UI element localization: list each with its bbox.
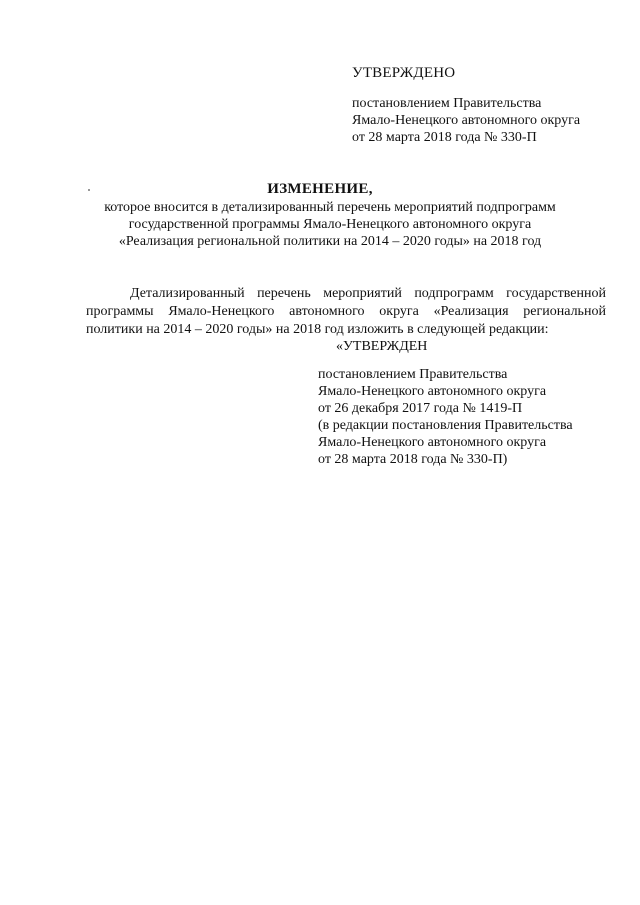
- subtitle-line: государственной программы Ямало-Ненецкого автономного округа: [128, 217, 532, 232]
- approval2-line: Ямало-Ненецкого автономного округа: [318, 384, 547, 399]
- word: государственной: [506, 286, 606, 301]
- word: подпрограмм: [414, 286, 494, 301]
- approval2-line: от 26 декабря 2017 года № 1419-П: [318, 401, 523, 416]
- paragraph-line: политики на 2014 – 2020 годы» на 2018 год изложить в следующей редакции:: [86, 322, 549, 337]
- word: перечень: [257, 286, 311, 301]
- approval2-line: (в редакции постановления Правительства: [318, 418, 573, 433]
- subtitle-line: которое вносится в детализированный перечень мероприятий подпрограмм: [104, 200, 556, 215]
- approval-line: Ямало-Ненецкого автономного округа: [352, 113, 581, 128]
- approval2-line: от 28 марта 2018 года № 330-П): [318, 452, 508, 467]
- approval-stamp-details: [352, 95, 580, 146]
- word: Ямало-Ненецкого: [168, 304, 275, 319]
- document-subtitle: [0, 199, 640, 250]
- document-title: ИЗМЕНЕНИЕ,: [267, 181, 373, 197]
- word: региональной: [523, 304, 606, 319]
- subtitle-line: «Реализация региональной политики на 2014 – 2020 годы» на 2018 год: [118, 234, 542, 249]
- word: Детализированный: [130, 286, 245, 301]
- paragraph-line: [86, 303, 606, 321]
- word: мероприятий: [323, 286, 402, 301]
- word: округа: [379, 304, 419, 319]
- approval-line: от 28 марта 2018 года № 330-П: [352, 130, 537, 145]
- approval-line: постановлением Правительства: [352, 96, 542, 111]
- approval-stamp-title: УТВЕРЖДЕНО: [352, 65, 456, 81]
- paragraph-line: [86, 285, 606, 303]
- word: автономного: [289, 304, 365, 319]
- approval2-title: «УТВЕРЖДЕН: [336, 339, 428, 354]
- word: «Реализация: [433, 304, 509, 319]
- word: программы: [86, 304, 154, 319]
- approval2-line: постановлением Правительства: [318, 367, 508, 382]
- approval2-details: [318, 366, 573, 468]
- body-paragraph: [86, 285, 606, 339]
- approval2-line: Ямало-Ненецкого автономного округа: [318, 435, 547, 450]
